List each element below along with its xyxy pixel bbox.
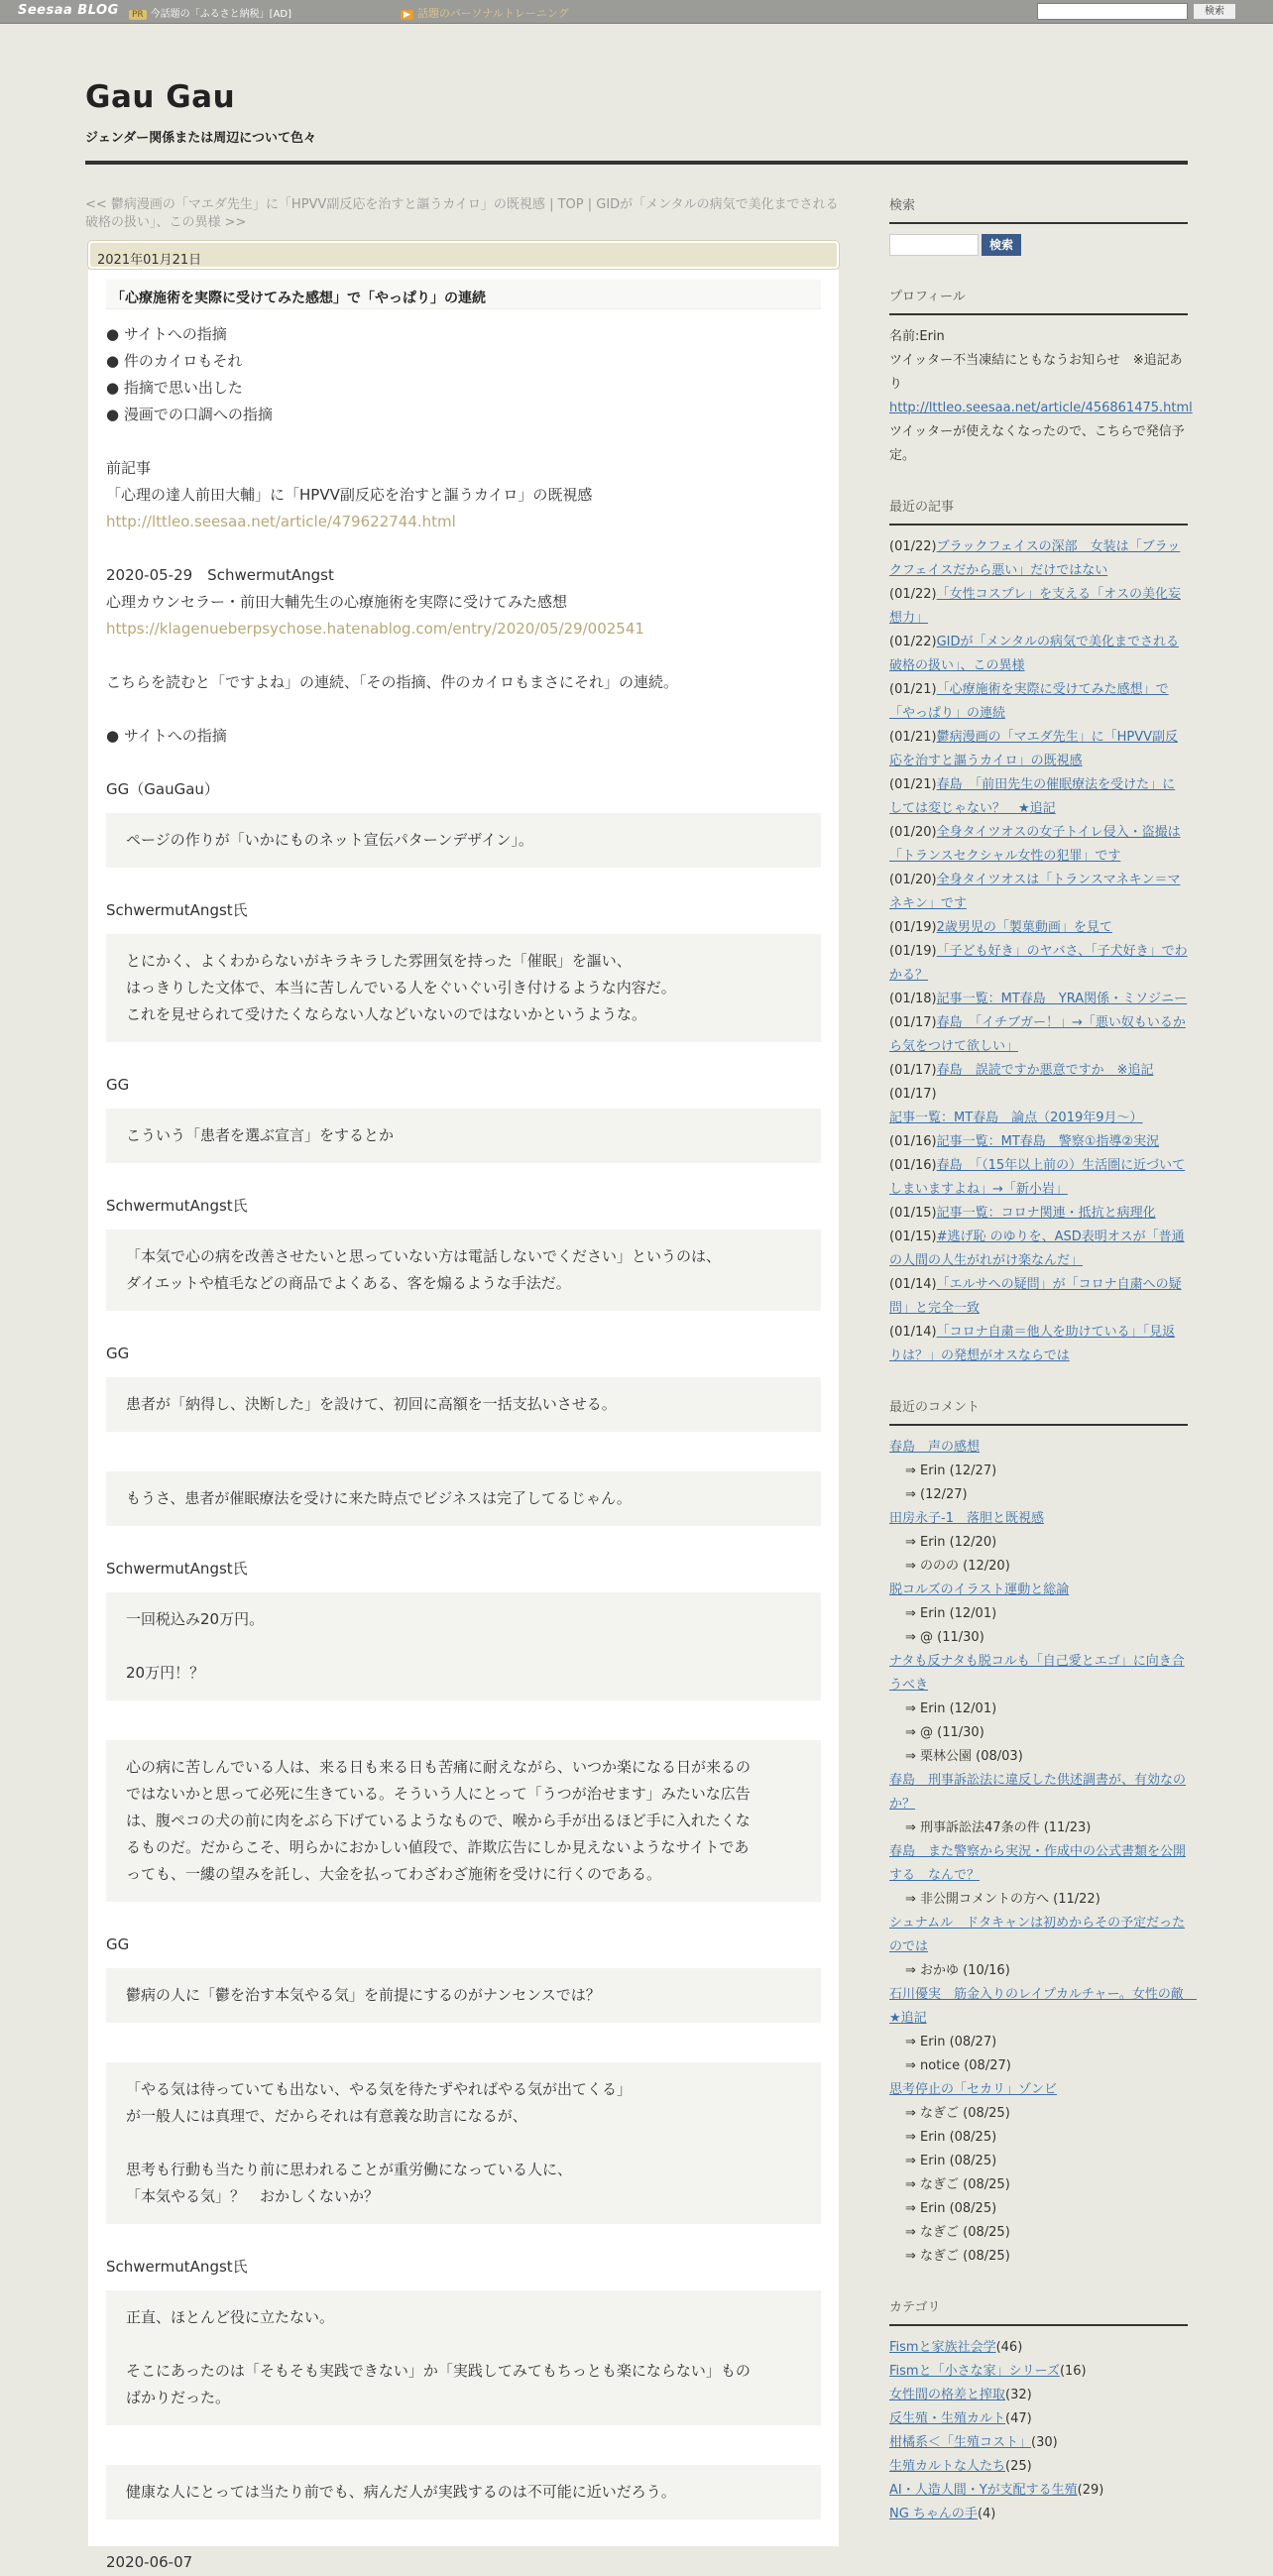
quote-block [106,1471,821,1526]
comment-entry[interactable]: ⇒ @ (11/30) [905,1630,984,1645]
recent-article-date: (01/19) [889,920,937,935]
blog-description: ジェンダー関係または周辺について色々 [85,131,316,146]
section-heading: ● サイトへの指摘 [106,727,227,745]
sidebar-recent [889,496,1188,1368]
category-link[interactable]: 柑橘系＜「生殖コスト」 [889,2435,1032,2450]
sidebar-profile [889,286,1193,468]
source-url-link[interactable]: https://klagenueberpsychose.hatenablog.com/entry/2020/05/29/002541 [106,620,644,638]
category-link[interactable]: 生殖カルトな人たち [889,2459,1006,2474]
comment-entry[interactable]: ⇒ なぎご (08/25) [905,2225,1010,2240]
category-link[interactable]: 女性間の格差と搾取 [889,2388,1006,2402]
quote-text: るものだ。だからこそ、明らかにおかしい値段で、詐欺広告にしか見えないようなサイトであ [126,1838,750,1856]
category-count: (25) [1005,2459,1032,2474]
speaker-label: SchwermutAngst氏 [106,901,248,919]
recent-article-date: (01/17) [889,1063,937,1078]
category-link[interactable]: NG ちゃんの手 [889,2507,978,2521]
ad-link-training[interactable] [401,5,569,21]
comment-entry[interactable]: ⇒ Erin (12/01) [905,1606,997,1621]
quote-text: これを見せられて受けたくならない人などいないのではないかというような。 [126,1005,647,1023]
sidebar-heading: 最近の記事 [889,496,1188,526]
topbar-search-input[interactable] [1037,3,1188,20]
comment-post-link[interactable]: 田房永子-1 落胆と既視感 [889,1511,1044,1526]
comment-post-link[interactable]: 春島 また警察から実況・作成中の公式書類を公開する なんで？ [889,1844,1187,1883]
comment-entry[interactable]: ⇒ なぎご (08/25) [905,2177,1010,2192]
quote-block [106,1740,821,1902]
quote-text: 鬱病の人に「鬱を治す本気やる気」を前提にするのがナンセンスでは？ [126,1986,601,2004]
recent-article-date: (01/16) [889,1134,937,1149]
category-link[interactable]: Fismと「小さな家」シリーズ [889,2364,1060,2379]
comment-post-link[interactable]: 石川優実 筋金入りのレイプカルチャー。女性の敵 ★追記 [889,1987,1197,2026]
prev-article-link[interactable]: << 鬱病漫画の「マエダ先生」に「HPVV副反応を治すと謳うカイロ」の既視感 [85,197,545,212]
recent-article-link[interactable]: 春島 誤読ですか悪意ですか ※追記 [936,1063,1154,1078]
recent-article-item [889,1011,1188,1059]
recent-article-date: (01/21) [889,730,937,745]
prev-url-link[interactable]: http://lttleo.seesaa.net/article/479622744.html [106,513,456,530]
category-item [889,2431,1188,2455]
comment-post-link[interactable]: 春島 刑事訴訟法に違反した供述調書が、有効なのか？ [889,1773,1187,1812]
recent-article-item [889,940,1188,988]
comment-post-link[interactable]: シュナムル ドタキャンは初めからその予定だったのでは [889,1916,1186,1954]
recent-article-link[interactable]: #逃げ恥 のゆりを、ASD表明オスが「普通の人間の人生がれがけ楽なんだ」 [889,1229,1185,1268]
blog-title[interactable]: Gau Gau [85,79,236,115]
recent-article-item [889,726,1188,773]
category-count: (29) [1077,2483,1104,2498]
quote-block [106,2290,821,2425]
prev-article-ref [106,455,821,535]
profile-url-link[interactable]: http://lttleo.seesaa.net/article/456861475.html [889,401,1193,415]
category-item [889,2336,1188,2360]
quote-text: こういう「患者を選ぶ宣言」をするとか [126,1126,395,1144]
recent-article-item [889,1321,1188,1368]
category-count: (30) [1031,2435,1058,2450]
category-count: (46) [995,2340,1023,2355]
quote-block [106,1968,821,2023]
quote-text: 「本気で心の病を改善させたいと思っていない方は電話しないでください」というのは、 [126,1247,722,1265]
quote-text: 一回税込み20万円。 [126,1610,265,1628]
sidebar-heading: カテゴリ [889,2296,1188,2326]
recent-article-date: (01/15) [889,1206,937,1221]
recent-article-link[interactable]: 春島 「イチブガー！」→「悪い奴もいるから気をつけて欲しい」 [889,1015,1186,1054]
comment-entry[interactable]: ⇒ 刑事訴訟法47条の件 (11/23) [905,1820,1092,1835]
quote-text: とにかく、よくわからないがキラキラした雰囲気を持った「催眠」を謳い、 [126,952,632,970]
prev-title: 「心理の達人前田大輔」に「HPVV副反応を治すと謳うカイロ」の既視感 [106,486,593,504]
prev-label: 前記事 [106,459,152,477]
recent-article-item [889,1130,1188,1154]
recent-article-item [889,869,1188,916]
article-date: 2021年01月21日 [88,241,839,269]
quote-block [106,1592,821,1700]
comment-entry[interactable]: ⇒ 非公開コメントの方へ (11/22) [905,1892,1100,1907]
speaker-label: GG [106,1345,130,1362]
recent-article-link[interactable]: ブラックフェイスの深部 女装は「ブラックフェイスだから悪い」だけではない [889,539,1181,578]
toc-item: ● 件のカイロもそれ [106,352,243,370]
quote-text: ページの作りが「いかにものネット宣伝パターンデザイン」。 [126,831,533,849]
recent-article-link[interactable]: 「コロナ自粛＝他人を助けている」「見返りは？」の発想がオスならでは [889,1325,1176,1363]
quote-text: ではないかと思って必死に生きている。そういう人にとって「うつが治せます」みたいな広告 [126,1785,751,1803]
recent-article-link[interactable]: 「心療施術を実際に受けてみた感想」で「やっぱり」の連続 [889,682,1169,721]
sidebar-search-button[interactable]: 検索 [982,234,1021,256]
comment-entry[interactable]: ⇒ notice (08/27) [905,2058,1011,2073]
quote-block [106,2465,821,2519]
category-item [889,2360,1188,2384]
comment-post-link[interactable]: 脱コルズのイラスト運動と総論 [889,1582,1070,1597]
quote-text: が一般人には真理で、だからそれは有意義な助言になるが、 [126,2107,527,2125]
recent-article-item [889,1083,1188,1130]
article-pager [85,196,839,232]
quote-text: ダイエットや植毛などの商品でよくある、客を煽るような手法だ。 [126,1274,571,1292]
sidebar-heading: プロフィール [889,286,1188,315]
section-date: 2020-06-07 [106,2553,193,2571]
quote-block [106,813,821,868]
sidebar [889,194,1197,2554]
comment-entry[interactable]: ⇒ Erin (12/01) [905,1701,997,1716]
comment-entry[interactable]: ⇒ なぎご (08/25) [905,2106,1010,2121]
recent-article-date: (01/20) [889,825,937,840]
recent-article-date: (01/22) [889,539,937,554]
ad-text: 今話題の「ふるさと納税」[AD] [150,9,292,20]
quote-text: 「本気やる気」？ おかしくないか？ [126,2187,380,2205]
blog-header [85,79,1188,146]
ad-text: 話題のパーソナルトレーニング [416,7,569,20]
recent-article-date: (01/15) [889,1229,937,1244]
quote-text: 心の病に苦しんでいる人は、来る日も来る日も苦痛に耐えながら、いつか楽になる日が来るの [126,1758,752,1776]
recent-article-item [889,583,1188,631]
seesaa-logo[interactable]: Seesaa BLOG [18,3,119,18]
quote-text: もうさ、患者が催眠療法を受けに来た時点でビジネスは完了してるじゃん。 [126,1489,632,1507]
comment-post-link[interactable]: 春島 声の感想 [889,1440,981,1455]
intro-text: こちらを読むと「ですよね」の連続、「その指摘、件のカイロもまさにそれ」の連続。 [106,673,679,691]
recent-article-item [889,773,1188,821]
recent-article-date: (01/17) [889,1087,937,1102]
speaker-label: GG（GauGau） [106,780,219,798]
comment-entry[interactable]: ⇒ Erin (12/27) [905,1464,997,1478]
article [88,270,839,2571]
article-title[interactable] [106,280,821,309]
recent-article-date: (01/22) [889,635,937,649]
pr-badge: PR [129,10,147,20]
speaker-label: SchwermutAngst氏 [106,1560,248,1578]
comment-entry[interactable]: ⇒ Erin (08/25) [905,2201,997,2216]
comment-list [889,1436,1197,2269]
toc-item: ● 漫画での口調への指摘 [106,406,273,423]
ad-link-furusato[interactable] [129,5,291,20]
speaker-label: GG [106,1935,130,1953]
recent-article-item [889,1273,1188,1321]
sidebar-categories [889,2296,1188,2526]
comment-entry[interactable]: ⇒ ののの (12/20) [905,1559,1010,1574]
recent-article-link[interactable]: 「女性コスプレ」を支える「オスの美化妄想力」 [889,587,1181,626]
recent-article-date: (01/18) [889,992,937,1006]
toc-item: ● 指摘で思い出した [106,379,243,397]
recent-article-link[interactable]: 記事一覧：MT春島 YRA関係・ミソジニー [936,992,1188,1006]
quote-text: 患者が「納得し、決断した」を設けて、初回に高額を一括支払いさせる。 [126,1395,617,1413]
recent-article-item [889,821,1188,869]
quote-text: 思考も行動も当たり前に思われることが重労働になっている人に、 [126,2161,573,2178]
source-date: 2020-05-29 SchwermutAngst [106,566,334,584]
recent-article-link[interactable]: 2歳男児の「製菓動画」を見て [936,920,1112,935]
comment-entry[interactable]: ⇒ なぎご (08/25) [905,2249,1010,2264]
quote-text: 正直、ほとんど役に立たない。 [126,2308,335,2326]
comment-entry[interactable]: ⇒ おかゆ (10/16) [905,1963,1010,1978]
recent-article-item [889,988,1188,1011]
recent-article-date: (01/17) [889,1015,937,1030]
quote-text: はっきりした文体で、本当に苦しんでいる人をぐいぐい引き付けるような内容だ。 [126,979,676,996]
recent-article-item [889,916,1188,940]
quote-block [106,1109,821,1163]
category-item [889,2455,1188,2479]
recent-article-date: (01/19) [889,944,937,959]
category-list [889,2336,1188,2526]
recent-article-link[interactable]: 「子ども好き」のヤバさ、「子犬好き」でわかる？ [889,944,1188,983]
next-article-link[interactable]: GIDが「メンタルの病気で美化までされる破格の扱い」、この異様 >> [85,197,839,230]
quote-text: は、腹ペコの犬の前に肉をぶら下げているようなもので、喉から手が出るほど手に入れたくな [126,1812,751,1829]
category-item [889,2384,1188,2407]
recent-article-link[interactable]: 春島 「前田先生の催眠療法を受けた」にしては変じゃない？ ★追記 [889,777,1176,816]
sidebar-heading: 最近のコメント [889,1396,1188,1426]
seesaa-topbar [0,0,1273,24]
category-count: (16) [1059,2364,1087,2379]
quote-text: そこにあったのは「そもそも実践できない」か「実践してみてもちっとも楽にならない」もの [126,2362,751,2380]
recent-article-link[interactable]: 「エルサへの疑問」が「コロナ自粛への疑問」と完全一致 [889,1277,1182,1316]
comment-post-link[interactable]: 思考停止の「セカリ」ゾンビ [889,2082,1058,2097]
category-link[interactable]: 反生殖・生殖カルト [889,2411,1006,2426]
pager-separator: | [583,197,597,212]
quote-block [106,1229,821,1311]
category-item [889,2479,1188,2503]
speaker-label: GG [106,1076,130,1094]
top-link[interactable]: TOP [557,197,584,212]
recent-article-item [889,1154,1188,1202]
quote-text: 健康な人にとっては当たり前でも、病んだ人が実践するのは不可能に近いだろう。 [126,2483,676,2501]
sidebar-search [889,194,1188,258]
quote-text: っても、一縷の望みを託し、大金を払ってわざわざ施術を受けに行くのである。 [126,1865,662,1883]
recent-article-link[interactable]: 記事一覧：MT春島 論点（2019年9月〜） [889,1111,1143,1125]
category-count: (4) [977,2507,996,2521]
recent-article-date: (01/21) [889,682,937,697]
recent-article-item [889,1202,1188,1226]
comment-entry[interactable]: ⇒ (12/27) [905,1487,968,1502]
toc-item: ● サイトへの指摘 [106,325,227,343]
quote-block [106,934,821,1042]
recent-article-link[interactable]: 記事一覧：コロナ関連・抵抗と病理化 [936,1206,1156,1221]
article-body [106,321,821,2576]
recent-article-link[interactable]: GIDが「メンタルの病気で美化までされる破格の扱い」、この異様 [889,635,1180,673]
quote-block [106,2062,821,2224]
recent-article-item [889,1059,1188,1083]
source-title: 心理カウンセラー・前田大輔先生の心療施術を実際に受けてみた感想 [106,593,568,611]
recent-article-item [889,678,1188,726]
category-link[interactable]: AI・人造人間・Yが支配する生殖 [889,2483,1078,2498]
recent-article-link[interactable]: 全身タイツオスは「トランスマネキン＝マネキン」です [889,873,1181,911]
comment-entry[interactable]: ⇒ Erin (08/25) [905,2154,997,2168]
speaker-label: SchwermutAngst氏 [106,1197,248,1215]
recent-list [889,535,1188,1368]
category-count: (32) [1005,2388,1032,2402]
quote-text: 「やる気は待っていても出ない、やる気を待たずやればやる気が出てくる」 [126,2080,633,2098]
quote-text: ばかりだった。 [126,2389,231,2406]
recent-article-link[interactable]: 春島 「（15年以上前の）生活圏に近づいてしまいますよね」→「新小岩」 [889,1158,1186,1197]
profile-note: ツイッター不当凍結にともなうお知らせ ※追記あり [889,353,1183,392]
comment-post-link[interactable]: ナタも反ナタも脱コルも「自己愛とエゴ」に向き合うべき [889,1654,1185,1693]
category-item [889,2503,1188,2526]
quote-block [106,1377,821,1432]
recent-article-date: (01/16) [889,1158,937,1173]
comment-entry[interactable]: ⇒ Erin (08/25) [905,2130,997,2145]
recent-article-item [889,535,1188,583]
source-ref [106,562,821,643]
category-count: (47) [1005,2411,1032,2426]
profile-name: 名前:Erin [889,329,945,344]
header-divider [85,161,1188,165]
quote-text: 20万円！？ [126,1664,205,1682]
toc-list [106,321,821,428]
sidebar-heading: 検索 [889,194,1188,224]
profile-note-2: ツイッターが使えなくなったので、こちらで発信予定。 [889,424,1185,463]
comment-entry[interactable]: ⇒ @ (11/30) [905,1725,984,1740]
recent-article-item [889,631,1188,678]
recent-article-link[interactable]: 全身タイツオスの女子トイレ侵入・盗撮は「トランスセクシャル女性の犯罪」です [889,825,1181,864]
category-item [889,2407,1188,2431]
recent-article-date: (01/21) [889,777,937,792]
recent-article-date: (01/20) [889,873,937,887]
recent-article-date: (01/14) [889,1325,937,1340]
recent-article-date: (01/14) [889,1277,937,1292]
recent-article-date: (01/22) [889,587,937,602]
comment-entry[interactable]: ⇒ Erin (12/20) [905,1535,997,1550]
topbar-search-button[interactable]: 検索 [1193,3,1236,20]
article-title-text: 「心療施術を実際に受けてみた感想」で「やっぱり」の連続 [111,291,486,306]
pager-separator: | [544,197,558,212]
comment-entry[interactable]: ⇒ 栗林公園 (08/03) [905,1749,1023,1764]
category-link[interactable]: Fismと家族社会学 [889,2340,996,2355]
play-icon: ▶ [401,10,413,20]
sidebar-comments [889,1396,1197,2269]
speaker-label: SchwermutAngst氏 [106,2258,248,2276]
sidebar-search-input[interactable] [889,234,979,256]
recent-article-link[interactable]: 記事一覧：MT春島 警察①指導②実況 [936,1134,1160,1149]
recent-article-link[interactable]: 鬱病漫画の「マエダ先生」に「HPVV副反応を治すと謳うカイロ」の既視感 [889,730,1179,768]
comment-entry[interactable]: ⇒ Erin (08/27) [905,2035,997,2049]
recent-article-item [889,1226,1188,1273]
